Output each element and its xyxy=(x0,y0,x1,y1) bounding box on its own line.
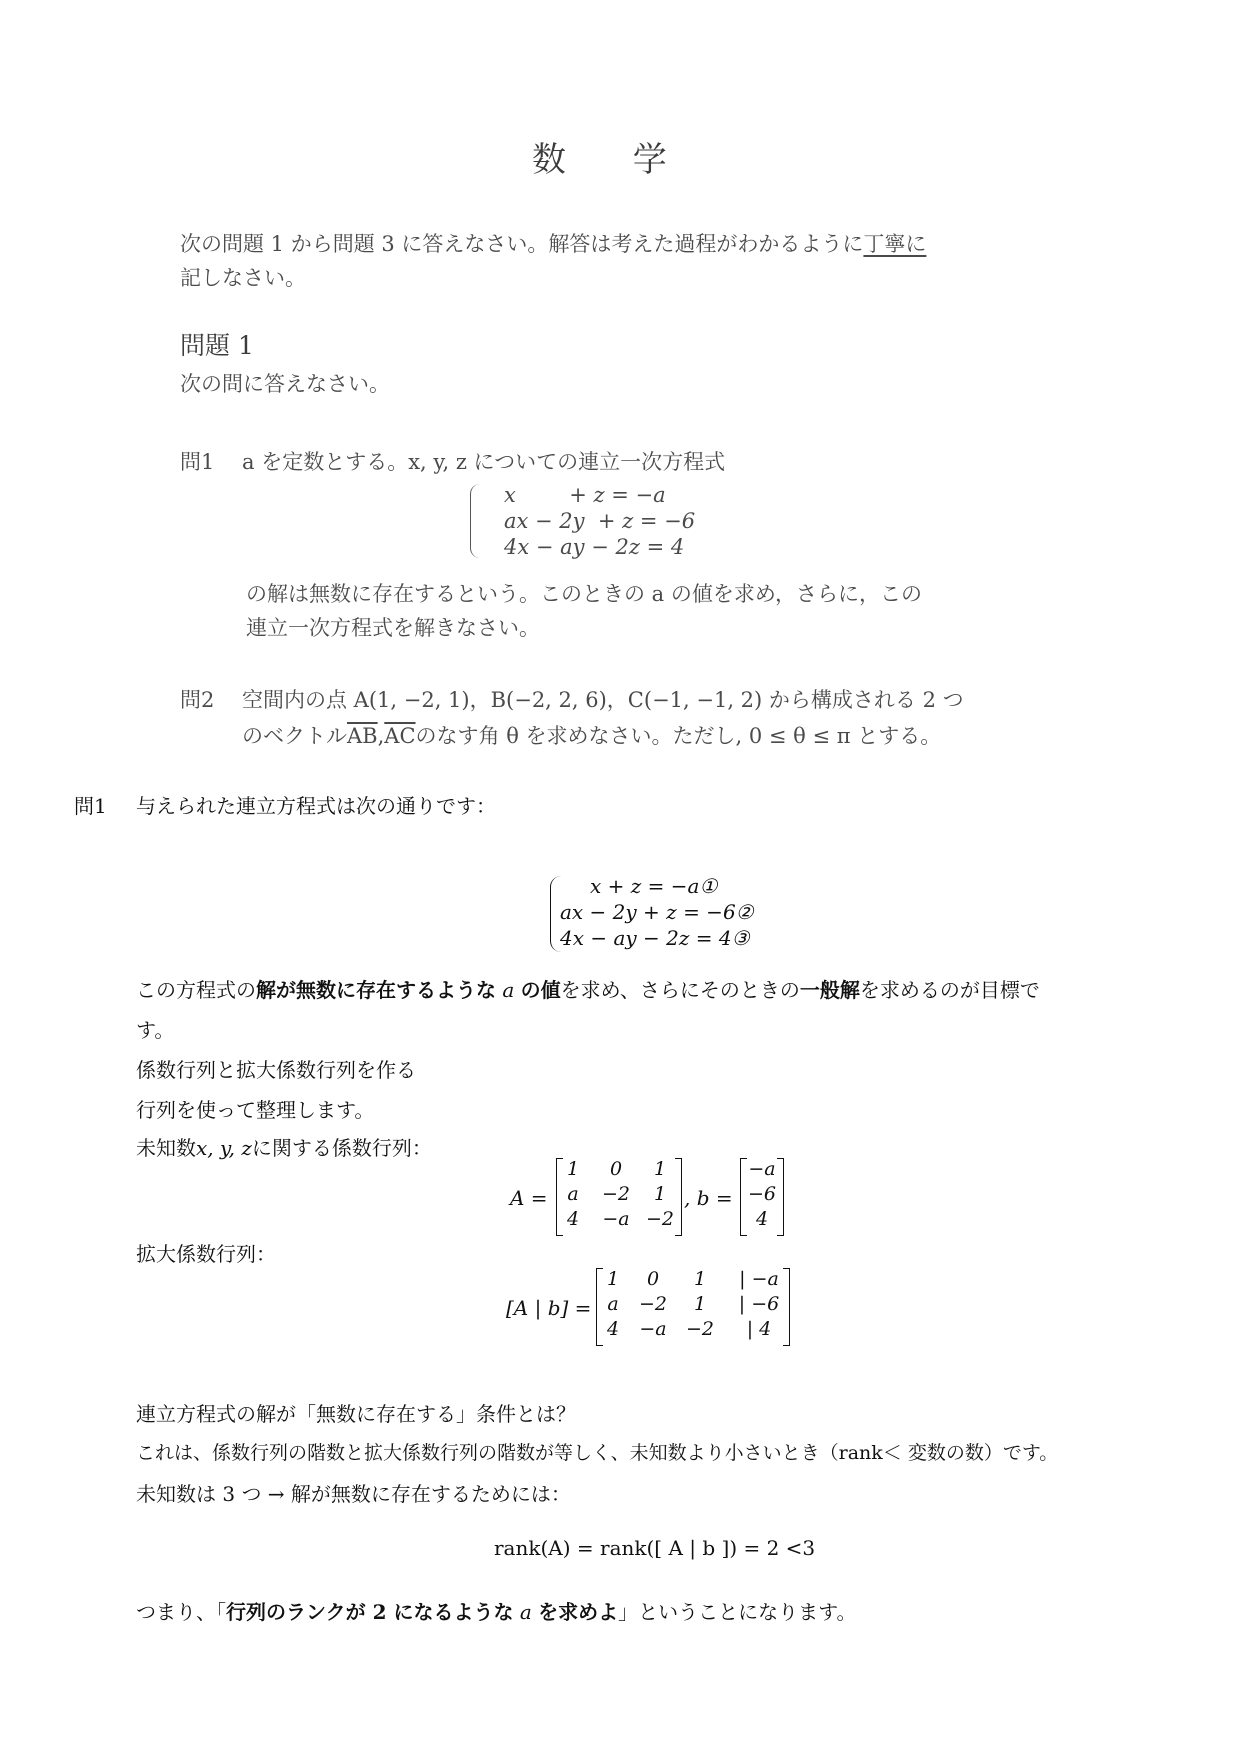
step-2: 行列を使って整理します。 xyxy=(136,1098,375,1122)
q2-text-a: のベクトル xyxy=(242,724,347,748)
system-eq-2: ax − 2y + z = −6② xyxy=(560,900,754,924)
aug-cell: 4 xyxy=(606,1318,620,1340)
q1-after-2: 連立一次方程式を解きなさい。 xyxy=(246,616,540,640)
matrix-a-cell: 1 xyxy=(653,1183,667,1205)
matrix-a-cell: 1 xyxy=(566,1158,580,1180)
step-1: 係数行列と拡大係数行列を作る xyxy=(136,1058,416,1082)
condition-question: 連立方程式の解が「無数に存在する」条件とは？ xyxy=(136,1402,576,1426)
vector-b-cell: 4 xyxy=(755,1208,769,1230)
q1-equation-2: ax − 2y + z = −6 xyxy=(504,509,696,533)
matrix-a-cell: −2 xyxy=(645,1208,674,1230)
unknowns-line: 未知数は 3 つ → 解が無数に存在するためには： xyxy=(136,1482,571,1506)
goal-var-a: a xyxy=(502,978,515,1002)
goal-text-1: この方程式の xyxy=(136,978,256,1002)
step3-text-a: 未知数 xyxy=(136,1136,196,1160)
goal-line xyxy=(136,974,1040,1003)
q1-brace xyxy=(470,484,481,558)
concl-bold-1: 行列のランクが 2 になるような xyxy=(226,1600,514,1624)
concl-var-a: a xyxy=(519,1600,532,1624)
page-title: 数 学 xyxy=(532,140,695,180)
matrix-a-cell: 4 xyxy=(566,1208,580,1230)
rank-equation: rank(A) = rank([ A | b ]) = 2 <3 xyxy=(494,1536,816,1560)
q1-equation-1: x + z = −a xyxy=(504,483,666,507)
aug-cell: 1 xyxy=(693,1268,707,1290)
matrix-a-cell: 0 xyxy=(609,1158,623,1180)
augmented-heading: 拡大係数行列： xyxy=(136,1242,276,1266)
aug-cell: 0 xyxy=(646,1268,660,1290)
aug-cell: | −6 xyxy=(738,1293,780,1315)
q1-label: 問1 xyxy=(180,450,215,474)
goal-text-2: を求め、さらにそのときの xyxy=(560,978,800,1002)
problem-heading: 問題 1 xyxy=(180,331,254,360)
aug-cell: −a xyxy=(639,1318,667,1340)
vector-b-cell: −6 xyxy=(747,1183,776,1205)
intro-line-1 xyxy=(180,228,926,258)
aug-cell: −2 xyxy=(638,1293,667,1315)
answer-label: 問1 xyxy=(74,794,107,818)
q1-after-1: の解は無数に存在するという。このときの a の値を求め，さらに，この xyxy=(246,582,923,606)
augmented-label: [A | b] = xyxy=(506,1296,592,1320)
q2-line-2 xyxy=(242,720,941,750)
vector-ac: $\overline{AC}$ xyxy=(384,724,416,748)
aug-cell: 1 xyxy=(606,1268,620,1290)
goal-line-2: す。 xyxy=(136,1018,175,1042)
aug-cell: | 4 xyxy=(746,1318,772,1340)
aug-cell: | −a xyxy=(739,1268,779,1290)
matrix-a-cell: −a xyxy=(602,1208,630,1230)
aug-cell: −2 xyxy=(685,1318,714,1340)
q1-text: a を定数とする。x, y, z についての連立一次方程式 xyxy=(242,450,726,474)
vector-b-label: , b = xyxy=(684,1186,733,1210)
intro-text: 次の問題 1 から問題 3 に答えなさい。解答は考えた過程がわかるように xyxy=(180,232,864,256)
step-3 xyxy=(136,1132,432,1161)
concl-text-2: 」ということになります。 xyxy=(618,1600,857,1624)
q2-sep: , xyxy=(377,724,385,748)
step3-text-b: に関する係数行列： xyxy=(251,1136,432,1160)
goal-bold-3: 一般解 xyxy=(799,978,860,1002)
concl-bold-2: を求めよ xyxy=(538,1600,619,1624)
goal-bold-1: 解が無数に存在するような xyxy=(256,978,496,1002)
intro-line-2: 記しなさい。 xyxy=(180,266,306,290)
matrix-a-label: A = xyxy=(510,1186,548,1210)
q2-label: 問2 xyxy=(180,688,215,712)
problem-instruction: 次の問に答えなさい。 xyxy=(180,372,390,396)
step3-vars: x, y, z xyxy=(196,1136,252,1160)
answer-intro: 与えられた連立方程式は次の通りです： xyxy=(136,794,496,818)
vector-b-cell: −a xyxy=(748,1158,776,1180)
aug-cell: a xyxy=(607,1293,619,1315)
system-eq-3: 4x − ay − 2z = 4③ xyxy=(560,926,750,950)
matrix-a-cell: −2 xyxy=(601,1183,630,1205)
matrix-a xyxy=(556,1158,682,1236)
matrix-a-cell: 1 xyxy=(653,1158,667,1180)
goal-text-3: を求めるのが目標で xyxy=(859,978,1040,1002)
q1-equation-3: 4x − ay − 2z = 4 xyxy=(504,535,685,559)
conclusion-line xyxy=(136,1596,857,1625)
goal-bold-2: の値 xyxy=(520,978,561,1002)
vector-b xyxy=(740,1158,784,1236)
vector-ab: $\overline{AB}$ xyxy=(347,724,378,748)
q2-line-1: 空間内の点 A(1, −2, 1)，B(−2, 2, 6)，C(−1, −1, 2) から構成される 2 つ xyxy=(242,688,964,712)
system-eq-1: x + z = −a① xyxy=(590,874,718,898)
augmented-matrix xyxy=(596,1268,790,1346)
aug-cell: 1 xyxy=(693,1293,707,1315)
matrix-a-cell: a xyxy=(567,1183,579,1205)
intro-underlined: 丁寧に xyxy=(863,232,927,256)
concl-text-1: つまり、「 xyxy=(136,1600,226,1624)
condition-explanation: これは、係数行列の階数と拡大係数行列の階数が等しく、未知数より小さいとき（rank＜ 変数の数）です。 xyxy=(136,1442,1059,1464)
q2-text-b: のなす角 θ を求めなさい。ただし, 0 ≤ θ ≤ π とする。 xyxy=(415,724,942,748)
